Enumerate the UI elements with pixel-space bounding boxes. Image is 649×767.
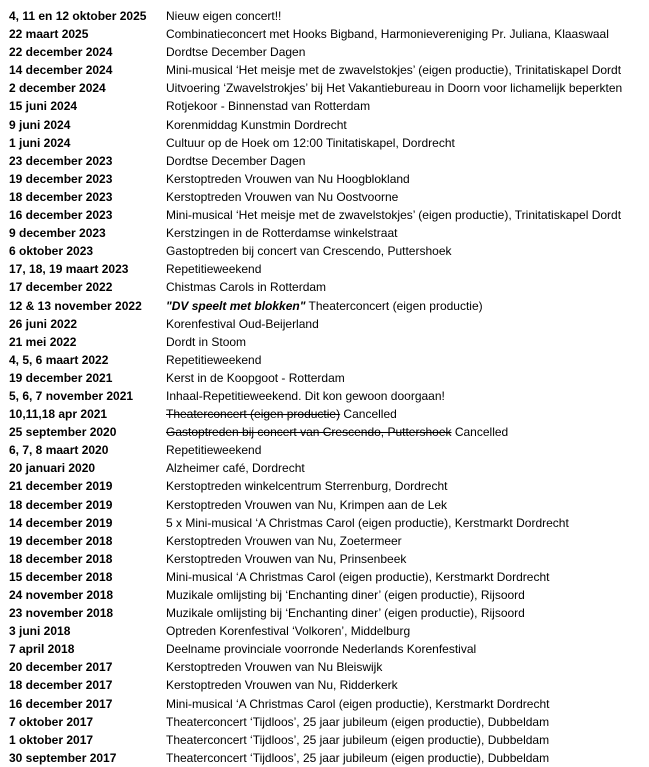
event-description [166,7,649,25]
event-text: Repetitieweekend [166,352,262,367]
event-date: 21 mei 2022 [9,334,77,349]
event-description [166,695,649,713]
event-text: Nieuw eigen concert!! [166,9,282,23]
event-date: 19 december 2018 [9,533,113,548]
event-row [0,459,649,477]
event-description [166,25,649,43]
event-date: 17 december 2022 [9,280,113,295]
event-date: 15 december 2018 [9,569,113,584]
event-row [0,550,649,568]
event-date: 7 oktober 2017 [9,714,94,729]
event-text: Rotjekoor - Binnenstad van Rotterdam [166,99,371,114]
event-description [166,405,649,423]
event-text: Muzikale omlijsting bij ‘Enchanting diner’ (eigen productie), Rijsoord [166,606,525,621]
event-description [166,387,649,405]
event-description [166,242,649,260]
event-text: Muzikale omlijsting bij ‘Enchanting diner’ (eigen productie), Rijsoord [166,588,525,602]
event-date: 3 juni 2018 [9,624,71,639]
event-date: 16 december 2023 [9,208,113,223]
event-text: Theaterconcert ‘Tijdloos’, 25 jaar jubileum (eigen productie), Dubbeldam [166,750,550,765]
event-description [166,676,649,694]
event-date: 2 december 2024 [9,81,106,96]
event-date: 12 & 13 november 2022 [9,298,142,313]
event-date: 16 december 2017 [9,696,113,711]
event-row [0,731,649,749]
event-row [0,278,649,296]
event-description [166,604,649,622]
event-text: Cancelled [451,425,509,440]
event-description [166,260,649,278]
event-date: 14 december 2019 [9,515,113,530]
event-text: Repetitieweekend [166,262,262,277]
event-text: Mini-musical ‘A Christmas Carol (eigen productie), Kerstmarkt Dordrecht [166,569,550,584]
event-text: Deelname provinciale voorronde Nederlands Korenfestival [166,642,477,657]
event-description [166,297,649,315]
event-row [0,134,649,152]
event-text: Kerstoptreden Vrouwen van Nu, Prinsenbeek [166,551,407,566]
event-date: 7 april 2018 [9,642,75,657]
event-date: 20 januari 2020 [9,461,96,476]
event-text: Alzheimer café, Dordrecht [166,461,305,476]
event-title-emphasis: "DV speelt met blokken" [166,298,306,313]
event-description [166,568,649,586]
event-row [0,423,649,441]
event-description [166,713,649,731]
event-row [0,206,649,224]
event-date: 23 december 2023 [9,153,113,168]
event-description [166,152,649,170]
event-row [0,79,649,97]
event-description [166,188,649,206]
event-text: Dordt in Stoom [166,334,247,349]
event-date: 22 maart 2025 [9,27,89,42]
event-row [0,586,649,604]
event-date: 17, 18, 19 maart 2023 [9,262,129,277]
cancelled-text: Theaterconcert (eigen productie) [166,407,341,422]
event-date: 15 juni 2024 [9,99,78,114]
event-date: 30 september 2017 [9,750,117,765]
event-row [0,152,649,170]
event-row [0,604,649,622]
event-description [166,423,649,441]
event-date: 9 december 2023 [9,226,106,241]
event-date: 24 november 2018 [9,588,114,602]
event-date: 20 december 2017 [9,660,113,675]
event-text: Kerstoptreden Vrouwen van Nu, Ridderkerk [166,678,398,693]
event-row [0,224,649,242]
event-date: 5, 6, 7 november 2021 [9,388,134,403]
event-text: Theaterconcert ‘Tijdloos’, 25 jaar jubileum (eigen productie), Dubbeldam [166,714,550,729]
event-date: 6, 7, 8 maart 2020 [9,443,109,458]
event-text: Kerstzingen in de Rotterdamse winkelstraat [166,226,398,241]
event-row [0,532,649,550]
event-text: Inhaal-Repetitieweekend. Dit kon gewoon doorgaan! [166,388,445,403]
cancelled-text: Gastoptreden bij concert van Crescendo, Puttershoek [166,425,452,440]
event-description [166,441,649,459]
event-row [0,61,649,79]
event-date: 9 juni 2024 [9,117,71,132]
event-date: 18 december 2018 [9,551,113,566]
event-description [166,550,649,568]
event-text: Theaterconcert ‘Tijdloos’, 25 jaar jubileum (eigen productie), Dubbeldam [166,732,550,747]
event-row [0,97,649,115]
event-row [0,477,649,495]
event-text: 5 x Mini-musical ‘A Christmas Carol (eigen productie), Kerstmarkt Dordrecht [166,515,569,530]
event-date: 21 december 2019 [9,479,113,494]
event-description [166,622,649,640]
event-date: 18 december 2019 [9,497,113,512]
event-description [166,477,649,495]
event-text: Korenmiddag Kunstmin Dordrecht [166,117,347,132]
event-text: Korenfestival Oud-Beijerland [166,316,319,331]
event-description [166,97,649,115]
event-text: Gastoptreden bij concert van Crescendo, Puttershoek [166,244,452,259]
event-row [0,297,649,315]
events-list [0,7,649,767]
event-row [0,749,649,767]
event-row [0,116,649,134]
event-row [0,514,649,532]
event-description [166,170,649,188]
event-date: 4, 11 en 12 oktober 2025 [9,9,147,23]
event-row [0,188,649,206]
event-description [166,369,649,387]
event-description [166,640,649,658]
event-description [166,333,649,351]
event-row [0,242,649,260]
event-date: 14 december 2024 [9,63,113,78]
event-description [166,61,649,79]
event-row [0,25,649,43]
event-date: 10,11,18 apr 2021 [9,407,108,422]
event-description [166,749,649,767]
event-row [0,676,649,694]
event-row [0,405,649,423]
event-text: Repetitieweekend [166,443,262,458]
event-description [166,224,649,242]
event-row [0,7,649,25]
event-description [166,79,649,97]
event-description [166,459,649,477]
event-description [166,43,649,61]
event-row [0,658,649,676]
event-date: 19 december 2021 [9,370,113,385]
event-row [0,568,649,586]
event-text: Dordtse December Dagen [166,45,306,60]
event-text: Kerst in de Koopgoot - Rotterdam [166,370,345,385]
event-row [0,369,649,387]
event-date: 1 juni 2024 [9,135,71,150]
event-date: 25 september 2020 [9,425,117,440]
event-text: Cultuur op de Hoek om 12:00 Tinitatiskapel, Dordrecht [166,135,455,150]
event-date: 22 december 2024 [9,45,113,60]
event-row [0,640,649,658]
event-text: Mini-musical ‘A Christmas Carol (eigen productie), Kerstmarkt Dordrecht [166,696,550,711]
event-row [0,351,649,369]
event-row [0,622,649,640]
event-row [0,387,649,405]
event-description [166,351,649,369]
event-description [166,134,649,152]
event-description [166,731,649,749]
event-row [0,441,649,459]
event-description [166,206,649,224]
event-date: 26 juni 2022 [9,316,78,331]
event-date: 6 oktober 2023 [9,244,94,259]
event-row [0,170,649,188]
event-text: Kerstoptreden Vrouwen van Nu Oostvoorne [166,189,399,204]
event-description [166,532,649,550]
event-date: 19 december 2023 [9,171,113,186]
event-text: Combinatieconcert met Hooks Bigband, Harmonievereniging Pr. Juliana, Klaaswaal [166,27,609,42]
event-row [0,333,649,351]
event-text: Optreden Korenfestival ‘Volkoren’, Middelburg [166,624,411,639]
event-row [0,43,649,61]
event-description [166,514,649,532]
event-text: Kerstoptreden Vrouwen van Nu, Zoetermeer [166,533,402,548]
event-text: Cancelled [340,407,397,422]
event-date: 18 december 2017 [9,678,113,693]
event-description [166,658,649,676]
event-text: Dordtse December Dagen [166,153,306,168]
event-description [166,116,649,134]
event-text: Kerstoptreden winkelcentrum Sterrenburg, Dordrecht [166,479,448,494]
event-description [166,278,649,296]
event-row [0,496,649,514]
event-text: Mini-musical ‘Het meisje met de zwavelstokjes’ (eigen productie), Trinitatiskapel Dordt [166,208,622,223]
event-date: 1 oktober 2017 [9,732,94,747]
event-text: Uitvoering ‘Zwavelstrokjes’ bij Het Vakantiebureau in Doorn voor lichamelijk beperkten [166,81,623,96]
event-text: Kerstoptreden Vrouwen van Nu Bleiswijk [166,660,383,675]
event-description [166,586,649,604]
event-description [166,496,649,514]
event-text: Theaterconcert (eigen productie) [305,298,483,313]
event-text: Mini-musical ‘Het meisje met de zwavelstokjes’ (eigen productie), Trinitatiskapel Dordt [166,63,622,78]
event-date: 4, 5, 6 maart 2022 [9,352,109,367]
event-date: 23 november 2018 [9,606,114,621]
event-description [166,315,649,333]
event-row [0,260,649,278]
event-row [0,695,649,713]
event-text: Kerstoptreden Vrouwen van Nu, Krimpen aan de Lek [166,497,448,512]
event-row [0,315,649,333]
event-row [0,713,649,731]
event-text: Chistmas Carols in Rotterdam [166,280,327,295]
event-text: Kerstoptreden Vrouwen van Nu Hoogblokland [166,171,410,186]
event-date: 18 december 2023 [9,189,113,204]
